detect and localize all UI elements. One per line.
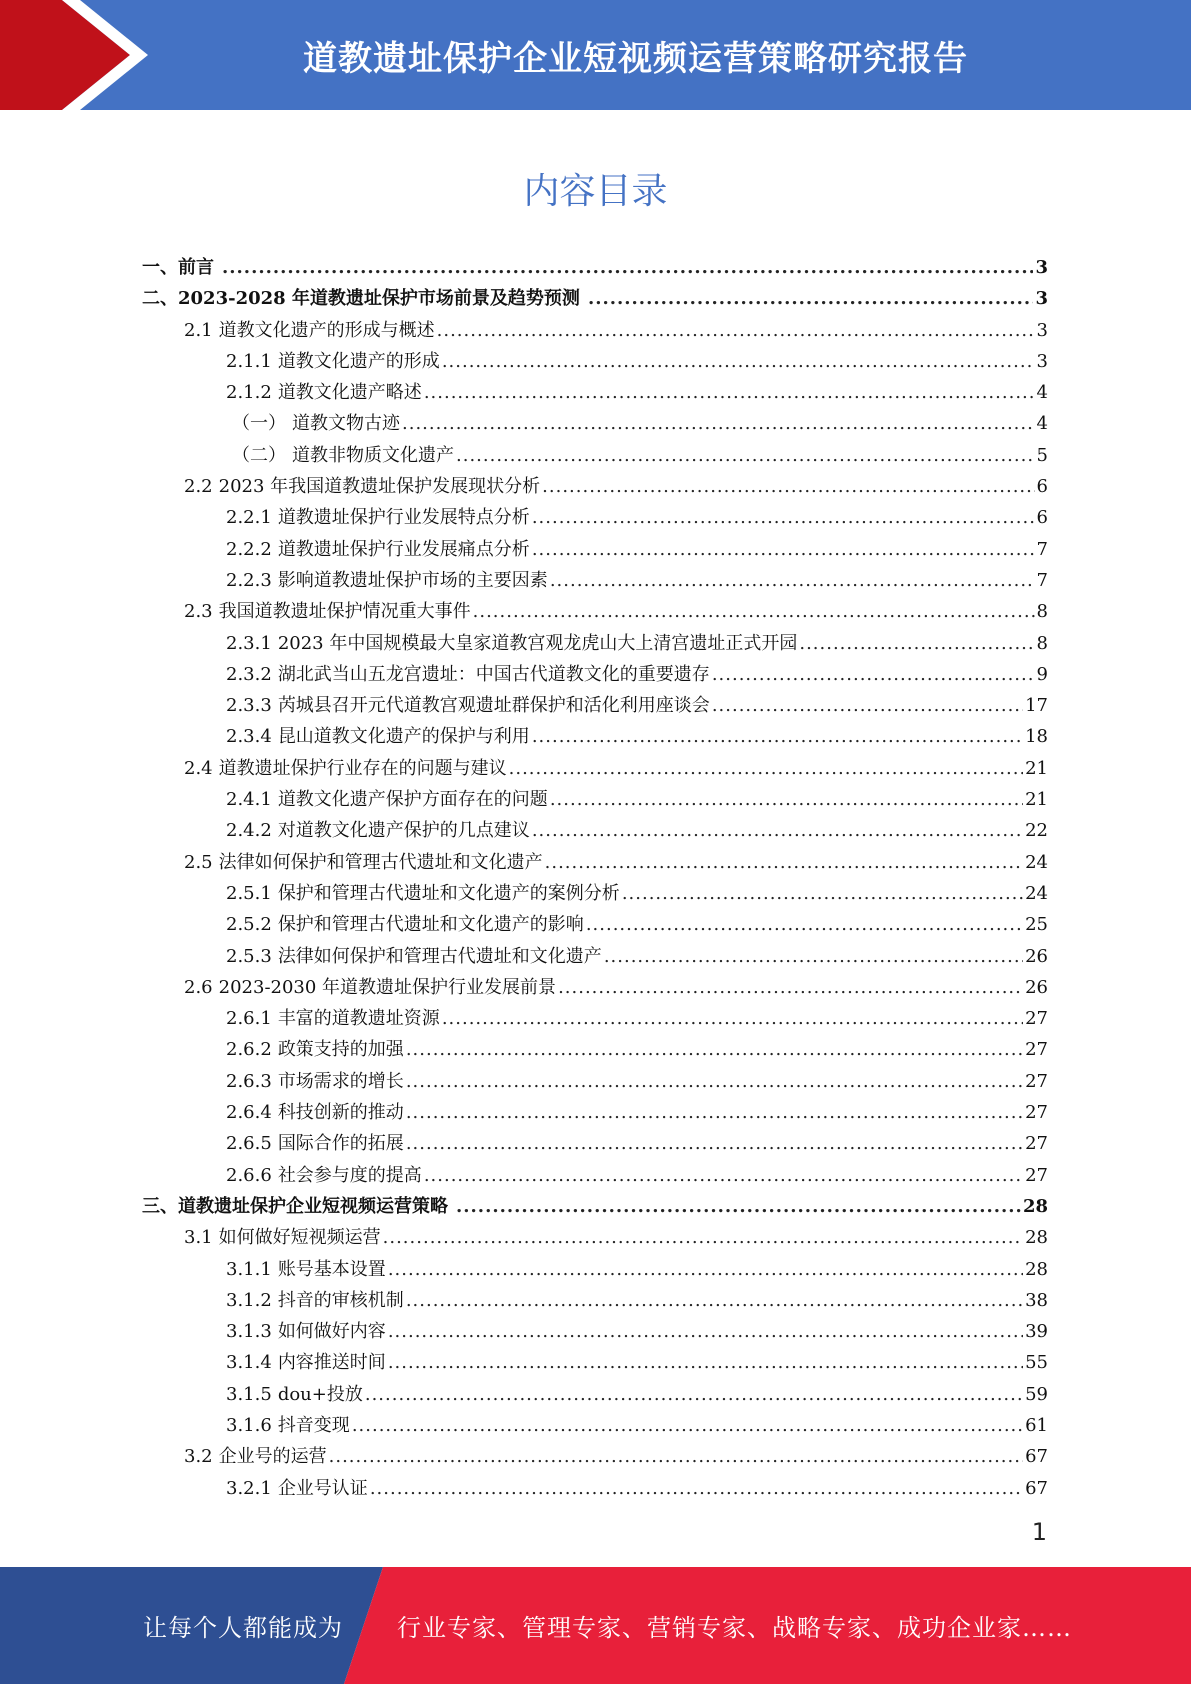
toc-entry[interactable]	[142, 315, 1048, 346]
toc-entry-page: 8	[1036, 632, 1048, 654]
toc-entry-page: 4	[1036, 413, 1048, 435]
dot-leader	[542, 471, 1034, 502]
toc-entry-number: 2.3.4	[226, 726, 272, 748]
toc-entry-title: 如何做好内容	[277, 1321, 386, 1343]
toc-entry-title: 保护和管理古代遗址和文化遗产的影响	[277, 914, 584, 936]
toc-entry-number: 2.3.3	[226, 695, 272, 717]
toc-entry-number: 2.5.3	[226, 945, 272, 967]
toc-entry-page: 28	[1022, 1195, 1048, 1217]
toc-entry[interactable]	[142, 377, 1048, 408]
toc-entry-page: 3	[1035, 288, 1048, 310]
toc-entry[interactable]	[142, 1097, 1048, 1128]
toc-entry[interactable]	[142, 972, 1048, 1003]
dot-leader	[442, 1003, 1023, 1034]
toc-entry-page: 25	[1025, 914, 1048, 936]
toc-entry[interactable]	[142, 1347, 1048, 1378]
dot-leader	[532, 721, 1023, 752]
toc-entry[interactable]	[142, 1160, 1048, 1191]
toc-entry-title: 内容推送时间	[277, 1352, 386, 1374]
toc-entry-number: 2.1	[184, 319, 213, 341]
toc-entry-title: 道教非物质文化遗产	[292, 444, 454, 466]
dot-leader	[365, 1379, 1023, 1410]
toc-entry-page: 3	[1035, 257, 1048, 278]
toc-entry-number: 3.1.5	[226, 1383, 272, 1405]
toc-entry-title: 抖音的审核机制	[277, 1289, 404, 1311]
toc-entry-page: 27	[1025, 1039, 1048, 1061]
toc-entry-page: 18	[1025, 726, 1048, 748]
toc-entry[interactable]	[142, 753, 1048, 784]
toc-entry-title: 昆山道教文化遗产的保护与利用	[277, 726, 530, 748]
dot-leader	[712, 659, 1035, 690]
toc-entry-number: 3.1.4	[226, 1352, 272, 1374]
toc-entry-page: 24	[1025, 851, 1048, 873]
toc-entry-page: 3	[1036, 319, 1048, 341]
toc-entry-page: 38	[1025, 1289, 1048, 1311]
toc-entry[interactable]	[142, 1473, 1048, 1504]
toc-entry-title: 企业号的运营	[218, 1446, 327, 1468]
toc-entry-page: 21	[1025, 757, 1048, 779]
page-number: 1	[1031, 1518, 1047, 1546]
toc-entry-number: 3.1.3	[226, 1321, 272, 1343]
toc-entry-page: 3	[1036, 350, 1048, 372]
dot-leader	[799, 628, 1034, 659]
toc-entry-number: 3.1.6	[226, 1414, 272, 1436]
toc-entry-title: 道教遗址保护行业发展特点分析	[277, 507, 530, 529]
dot-leader	[545, 847, 1023, 878]
toc-entry[interactable]	[142, 1410, 1048, 1441]
toc-entry[interactable]	[142, 471, 1048, 502]
toc-entry-title: 账号基本设置	[277, 1258, 386, 1280]
toc-entry-number: 3.1	[184, 1227, 213, 1249]
dot-leader	[383, 1222, 1023, 1253]
toc-entry-page: 28	[1025, 1258, 1048, 1280]
dot-leader	[532, 534, 1035, 565]
toc-entry[interactable]	[142, 1441, 1048, 1472]
toc-entry-number: 二、2023-2028 年道教遗址保护市场前景及趋势预测	[142, 288, 580, 310]
toc-entry-title: 道教文化遗产保护方面存在的问题	[277, 789, 548, 811]
toc-entry-page: 9	[1036, 663, 1048, 685]
dot-leader	[550, 565, 1035, 596]
toc-entry-page: 67	[1025, 1477, 1048, 1499]
toc-entry-number: 2.5.2	[226, 914, 272, 936]
toc-entry[interactable]	[142, 1034, 1048, 1065]
toc-entry[interactable]	[142, 1191, 1048, 1222]
toc-entry-page: 6	[1036, 476, 1048, 498]
toc-entry-number: 2.2.3	[226, 569, 272, 591]
toc-entry-number: 3.1.1	[226, 1258, 272, 1280]
toc-entry-title: 道教遗址保护行业发展痛点分析	[277, 538, 530, 560]
toc-entry-number: 2.6.6	[226, 1164, 272, 1186]
toc-entry[interactable]	[142, 252, 1048, 283]
toc-entry-title: 国际合作的拓展	[277, 1133, 404, 1155]
toc-entry-number: 2.4.1	[226, 789, 272, 811]
table-of-contents	[142, 252, 1048, 1504]
dot-leader	[406, 1128, 1023, 1159]
toc-entry-page: 26	[1025, 976, 1048, 998]
toc-entry[interactable]	[142, 909, 1048, 940]
toc-entry-title: 对道教文化遗产保护的几点建议	[277, 820, 530, 842]
toc-entry-title: 2023 年我国道教遗址保护发展现状分析	[218, 476, 541, 498]
toc-entry[interactable]	[142, 878, 1048, 909]
toc-entry-title: 影响道教遗址保护市场的主要因素	[277, 569, 548, 591]
toc-entry-page: 39	[1025, 1321, 1048, 1343]
toc-entry[interactable]	[142, 1379, 1048, 1410]
toc-entry-title: 道教文化遗产的形成与概述	[218, 319, 435, 341]
toc-entry-page: 61	[1025, 1414, 1048, 1436]
toc-entry-number: 2.6	[184, 976, 213, 998]
dot-leader	[424, 1160, 1023, 1191]
toc-entry[interactable]	[142, 1003, 1048, 1034]
toc-entry-page: 17	[1025, 695, 1048, 717]
toc-entry-title: 保护和管理古代遗址和文化遗产的案例分析	[277, 882, 620, 904]
toc-entry-number: 2.3.1	[226, 632, 272, 654]
dot-leader	[406, 1285, 1023, 1316]
toc-entry-title: 抖音变现	[277, 1414, 350, 1436]
dot-leader	[532, 502, 1035, 533]
toc-entry-number: 2.3.2	[226, 663, 272, 685]
toc-entry-number: 2.2.2	[226, 538, 272, 560]
dot-leader	[388, 1316, 1023, 1347]
toc-entry-number: 2.5	[184, 851, 213, 873]
dot-leader	[586, 909, 1023, 940]
dot-leader	[442, 346, 1035, 377]
dot-leader	[388, 1347, 1023, 1378]
toc-entry[interactable]	[142, 815, 1048, 846]
footer-banner	[0, 1567, 1191, 1684]
toc-entry-number: 2.6.5	[226, 1133, 272, 1155]
toc-entry-page: 27	[1025, 1008, 1048, 1030]
toc-entry-number: 2.4.2	[226, 820, 272, 842]
toc-entry[interactable]	[142, 440, 1048, 471]
toc-entry[interactable]	[142, 1285, 1048, 1316]
toc-entry[interactable]	[142, 628, 1048, 659]
dot-leader	[588, 283, 1034, 314]
toc-entry-number: 2.2.1	[226, 507, 272, 529]
toc-entry[interactable]	[142, 565, 1048, 596]
toc-entry-page: 27	[1025, 1164, 1048, 1186]
toc-entry-page: 27	[1025, 1133, 1048, 1155]
dot-leader	[532, 815, 1023, 846]
toc-entry[interactable]	[142, 408, 1048, 439]
toc-entry-number: 3.1.2	[226, 1289, 272, 1311]
dot-leader	[456, 1191, 1021, 1222]
toc-entry-title: dou+投放	[277, 1383, 363, 1405]
toc-entry-title: 如何做好短视频运营	[218, 1227, 381, 1249]
toc-heading: 内容目录	[523, 171, 668, 212]
header-banner	[0, 0, 1191, 110]
dot-leader	[558, 972, 1023, 1003]
dot-leader	[329, 1441, 1023, 1472]
dot-leader	[352, 1410, 1023, 1441]
toc-entry-page: 7	[1036, 538, 1048, 560]
dot-leader	[473, 596, 1035, 627]
toc-entry[interactable]	[142, 534, 1048, 565]
toc-entry[interactable]	[142, 346, 1048, 377]
toc-entry[interactable]	[142, 847, 1048, 878]
toc-entry-title: 法律如何保护和管理古代遗址和文化遗产	[277, 945, 602, 967]
toc-entry-number: 2.6.3	[226, 1070, 272, 1092]
footer-slogan-right: 行业专家、管理专家、营销专家、战略专家、成功企业家……	[397, 1614, 1072, 1642]
footer-slogan-left: 让每个人都能成为	[143, 1614, 343, 1642]
toc-entry-title: 丰富的道教遗址资源	[277, 1008, 440, 1030]
toc-entry-title: 法律如何保护和管理古代遗址和文化遗产	[218, 851, 543, 873]
toc-entry[interactable]	[142, 659, 1048, 690]
toc-entry-number: 2.1.1	[226, 350, 272, 372]
toc-entry-page: 21	[1025, 789, 1048, 811]
toc-entry-title: 道教遗址保护行业存在的问题与建议	[218, 757, 507, 779]
toc-entry-title: 道教文化遗产的形成	[277, 350, 440, 372]
dot-leader	[406, 1097, 1023, 1128]
dot-leader	[406, 1034, 1023, 1065]
toc-entry[interactable]	[142, 1222, 1048, 1253]
toc-entry-title: 2023-2030 年道教遗址保护行业发展前景	[218, 976, 557, 998]
toc-entry[interactable]	[142, 784, 1048, 815]
toc-entry[interactable]	[142, 283, 1048, 314]
toc-entry-title: 社会参与度的提高	[277, 1164, 422, 1186]
toc-entry[interactable]	[142, 1254, 1048, 1285]
dot-leader	[402, 408, 1035, 439]
toc-entry-number: 2.2	[184, 476, 213, 498]
toc-entry-number: 2.6.1	[226, 1008, 272, 1030]
dot-leader	[370, 1473, 1023, 1504]
toc-entry-number: （一）	[232, 413, 286, 435]
toc-entry-number: 2.6.4	[226, 1102, 272, 1124]
dot-leader	[550, 784, 1023, 815]
toc-entry-number: 2.6.2	[226, 1039, 272, 1061]
toc-entry[interactable]	[142, 941, 1048, 972]
toc-entry-page: 8	[1036, 601, 1048, 623]
toc-entry-page: 26	[1025, 945, 1048, 967]
toc-entry-number: 2.3	[184, 601, 213, 623]
toc-entry-title: 湖北武当山五龙宫遗址：中国古代道教文化的重要遗存	[277, 663, 710, 685]
toc-entry-page: 7	[1036, 569, 1048, 591]
toc-entry-number: 3.2.1	[226, 1477, 272, 1499]
dot-leader	[406, 1066, 1023, 1097]
toc-entry-title: 2023 年中国规模最大皇家道教宫观龙虎山大上清宫遗址正式开园	[277, 632, 798, 654]
red-chevron-decoration	[0, 0, 160, 110]
dot-leader	[424, 377, 1035, 408]
toc-entry-number: 3.2	[184, 1446, 213, 1468]
toc-entry-title: 我国道教遗址保护情况重大事件	[218, 601, 471, 623]
toc-entry-title: 道教文物古迹	[292, 413, 400, 435]
toc-entry[interactable]	[142, 1316, 1048, 1347]
toc-entry-page: 55	[1025, 1352, 1048, 1374]
toc-entry[interactable]	[142, 502, 1048, 533]
toc-entry-title: 科技创新的推动	[277, 1102, 404, 1124]
toc-entry-number: 一、前言	[142, 257, 214, 278]
toc-entry-page: 28	[1025, 1227, 1048, 1249]
dot-leader	[456, 440, 1035, 471]
toc-entry-title: 芮城县召开元代道教宫观遗址群保护和活化利用座谈会	[277, 695, 710, 717]
toc-entry-page: 22	[1025, 820, 1048, 842]
toc-entry[interactable]	[142, 1128, 1048, 1159]
dot-leader	[604, 941, 1023, 972]
toc-entry-number: 2.5.1	[226, 882, 272, 904]
toc-entry-title: 企业号认证	[277, 1477, 368, 1499]
toc-entry-page: 67	[1025, 1446, 1048, 1468]
toc-entry-title: 道教文化遗产略述	[277, 382, 422, 404]
toc-entry-page: 24	[1025, 882, 1048, 904]
toc-entry-title: 市场需求的增长	[277, 1070, 404, 1092]
toc-entry-page: 27	[1025, 1102, 1048, 1124]
dot-leader	[388, 1254, 1023, 1285]
dot-leader	[622, 878, 1023, 909]
toc-entry-page: 6	[1036, 507, 1048, 529]
toc-entry[interactable]	[142, 596, 1048, 627]
toc-entry-title: 政策支持的加强	[277, 1039, 404, 1061]
toc-entry[interactable]	[142, 1066, 1048, 1097]
toc-entry-number: 三、道教遗址保护企业短视频运营策略	[142, 1195, 448, 1217]
dot-leader	[437, 315, 1035, 346]
toc-entry[interactable]	[142, 721, 1048, 752]
report-title: 道教遗址保护企业短视频运营策略研究报告	[303, 38, 968, 79]
toc-entry[interactable]	[142, 690, 1048, 721]
toc-entry-number: 2.4	[184, 757, 213, 779]
toc-entry-page: 27	[1025, 1070, 1048, 1092]
toc-entry-number: 2.1.2	[226, 382, 272, 404]
toc-entry-number: （二）	[232, 444, 286, 466]
dot-leader	[509, 753, 1023, 784]
toc-entry-page: 4	[1036, 382, 1048, 404]
toc-entry-page: 59	[1025, 1383, 1048, 1405]
dot-leader	[222, 252, 1033, 283]
toc-entry-page: 5	[1036, 444, 1048, 466]
dot-leader	[712, 690, 1023, 721]
